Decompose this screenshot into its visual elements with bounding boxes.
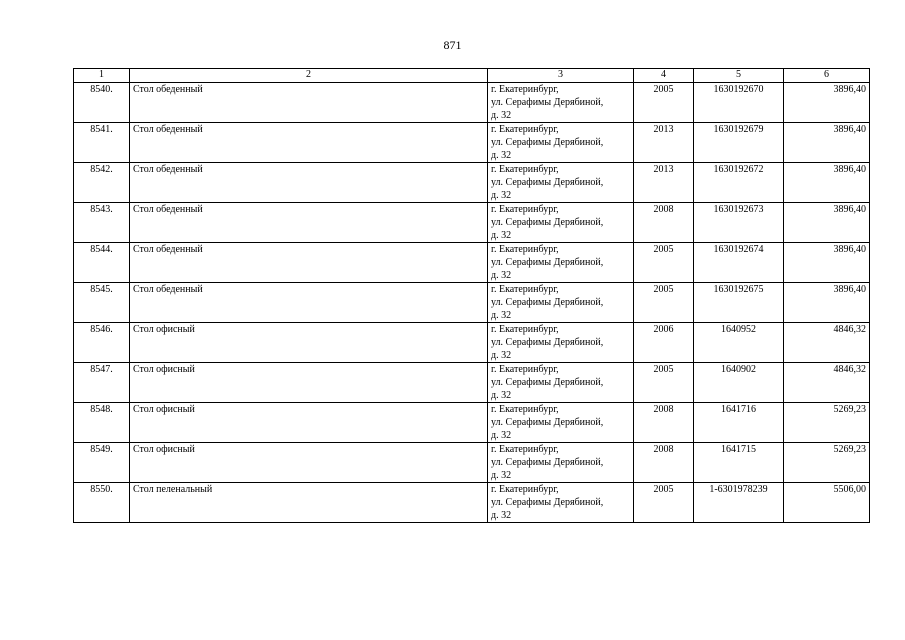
item-name: Стол пеленальный	[130, 483, 488, 523]
address-house: д. 32	[491, 230, 512, 241]
item-year: 2013	[634, 123, 694, 163]
column-header: 5	[694, 69, 784, 83]
inventory-number: 1630192673	[694, 203, 784, 243]
address-street: ул. Серафимы Дерябиной,	[491, 257, 604, 268]
table-row	[74, 123, 870, 163]
address-city: г. Екатеринбург,	[491, 84, 559, 95]
address-house: д. 32	[491, 390, 512, 401]
inventory-number: 1630192679	[694, 123, 784, 163]
item-cost: 3896,40	[784, 243, 870, 283]
table-row	[74, 363, 870, 403]
item-year: 2006	[634, 323, 694, 363]
item-year: 2005	[634, 363, 694, 403]
table-row	[74, 203, 870, 243]
table-row	[74, 403, 870, 443]
item-name: Стол обеденный	[130, 243, 488, 283]
item-name: Стол обеденный	[130, 83, 488, 123]
table-header-row	[74, 69, 870, 83]
inventory-number: 1630192670	[694, 83, 784, 123]
table-row	[74, 443, 870, 483]
address-street: ул. Серафимы Дерябиной,	[491, 457, 604, 468]
column-header: 4	[634, 69, 694, 83]
item-address	[488, 403, 634, 443]
item-cost: 4846,32	[784, 323, 870, 363]
item-cost: 5506,00	[784, 483, 870, 523]
address-city: г. Екатеринбург,	[491, 324, 559, 335]
inventory-number: 1-6301978239	[694, 483, 784, 523]
item-year: 2008	[634, 203, 694, 243]
address-street: ул. Серафимы Дерябиной,	[491, 297, 604, 308]
row-number: 8542.	[74, 163, 130, 203]
table-row	[74, 163, 870, 203]
row-number: 8547.	[74, 363, 130, 403]
address-street: ул. Серафимы Дерябиной,	[491, 377, 604, 388]
column-header: 3	[488, 69, 634, 83]
address-house: д. 32	[491, 350, 512, 361]
address-street: ул. Серафимы Дерябиной,	[491, 337, 604, 348]
item-name: Стол офисный	[130, 403, 488, 443]
row-number: 8550.	[74, 483, 130, 523]
address-house: д. 32	[491, 310, 512, 321]
row-number: 8543.	[74, 203, 130, 243]
property-table	[73, 68, 870, 523]
table-row	[74, 323, 870, 363]
column-header: 1	[74, 69, 130, 83]
address-city: г. Екатеринбург,	[491, 484, 559, 495]
row-number: 8541.	[74, 123, 130, 163]
item-cost: 3896,40	[784, 283, 870, 323]
table-body	[74, 83, 870, 523]
inventory-number: 1630192672	[694, 163, 784, 203]
address-house: д. 32	[491, 470, 512, 481]
item-address	[488, 243, 634, 283]
item-name: Стол обеденный	[130, 203, 488, 243]
inventory-number: 1641716	[694, 403, 784, 443]
address-house: д. 32	[491, 510, 512, 521]
item-cost: 5269,23	[784, 403, 870, 443]
table-row	[74, 283, 870, 323]
item-name: Стол офисный	[130, 443, 488, 483]
table-row	[74, 243, 870, 283]
address-house: д. 32	[491, 150, 512, 161]
item-cost: 4846,32	[784, 363, 870, 403]
inventory-number: 1630192675	[694, 283, 784, 323]
row-number: 8548.	[74, 403, 130, 443]
address-house: д. 32	[491, 190, 512, 201]
item-name: Стол офисный	[130, 323, 488, 363]
item-name: Стол обеденный	[130, 163, 488, 203]
address-street: ул. Серафимы Дерябиной,	[491, 417, 604, 428]
item-cost: 3896,40	[784, 163, 870, 203]
address-city: г. Екатеринбург,	[491, 404, 559, 415]
address-street: ул. Серафимы Дерябиной,	[491, 97, 604, 108]
item-address	[488, 123, 634, 163]
address-city: г. Екатеринбург,	[491, 444, 559, 455]
inventory-number: 1630192674	[694, 243, 784, 283]
item-year: 2005	[634, 243, 694, 283]
item-cost: 3896,40	[784, 123, 870, 163]
address-city: г. Екатеринбург,	[491, 284, 559, 295]
item-year: 2005	[634, 483, 694, 523]
item-address	[488, 443, 634, 483]
column-header: 2	[130, 69, 488, 83]
item-name: Стол обеденный	[130, 283, 488, 323]
row-number: 8549.	[74, 443, 130, 483]
item-address	[488, 363, 634, 403]
address-house: д. 32	[491, 430, 512, 441]
item-cost: 3896,40	[784, 83, 870, 123]
address-city: г. Екатеринбург,	[491, 164, 559, 175]
item-name: Стол обеденный	[130, 123, 488, 163]
item-cost: 5269,23	[784, 443, 870, 483]
page-number: 871	[443, 38, 462, 52]
column-header: 6	[784, 69, 870, 83]
address-street: ул. Серафимы Дерябиной,	[491, 137, 604, 148]
address-street: ул. Серафимы Дерябиной,	[491, 217, 604, 228]
row-number: 8546.	[74, 323, 130, 363]
row-number: 8544.	[74, 243, 130, 283]
address-street: ул. Серафимы Дерябиной,	[491, 177, 604, 188]
table-row	[74, 83, 870, 123]
table-row	[74, 483, 870, 523]
item-year: 2008	[634, 443, 694, 483]
item-year: 2005	[634, 283, 694, 323]
address-city: г. Екатеринбург,	[491, 244, 559, 255]
inventory-number: 1640952	[694, 323, 784, 363]
item-address	[488, 203, 634, 243]
item-address	[488, 483, 634, 523]
item-address	[488, 323, 634, 363]
item-cost: 3896,40	[784, 203, 870, 243]
inventory-number: 1641715	[694, 443, 784, 483]
address-house: д. 32	[491, 110, 512, 121]
item-year: 2005	[634, 83, 694, 123]
item-year: 2008	[634, 403, 694, 443]
item-address	[488, 83, 634, 123]
address-city: г. Екатеринбург,	[491, 204, 559, 215]
address-house: д. 32	[491, 270, 512, 281]
row-number: 8540.	[74, 83, 130, 123]
address-street: ул. Серафимы Дерябиной,	[491, 497, 604, 508]
item-address	[488, 163, 634, 203]
item-name: Стол офисный	[130, 363, 488, 403]
row-number: 8545.	[74, 283, 130, 323]
address-city: г. Екатеринбург,	[491, 364, 559, 375]
item-year: 2013	[634, 163, 694, 203]
address-city: г. Екатеринбург,	[491, 124, 559, 135]
item-address	[488, 283, 634, 323]
inventory-number: 1640902	[694, 363, 784, 403]
